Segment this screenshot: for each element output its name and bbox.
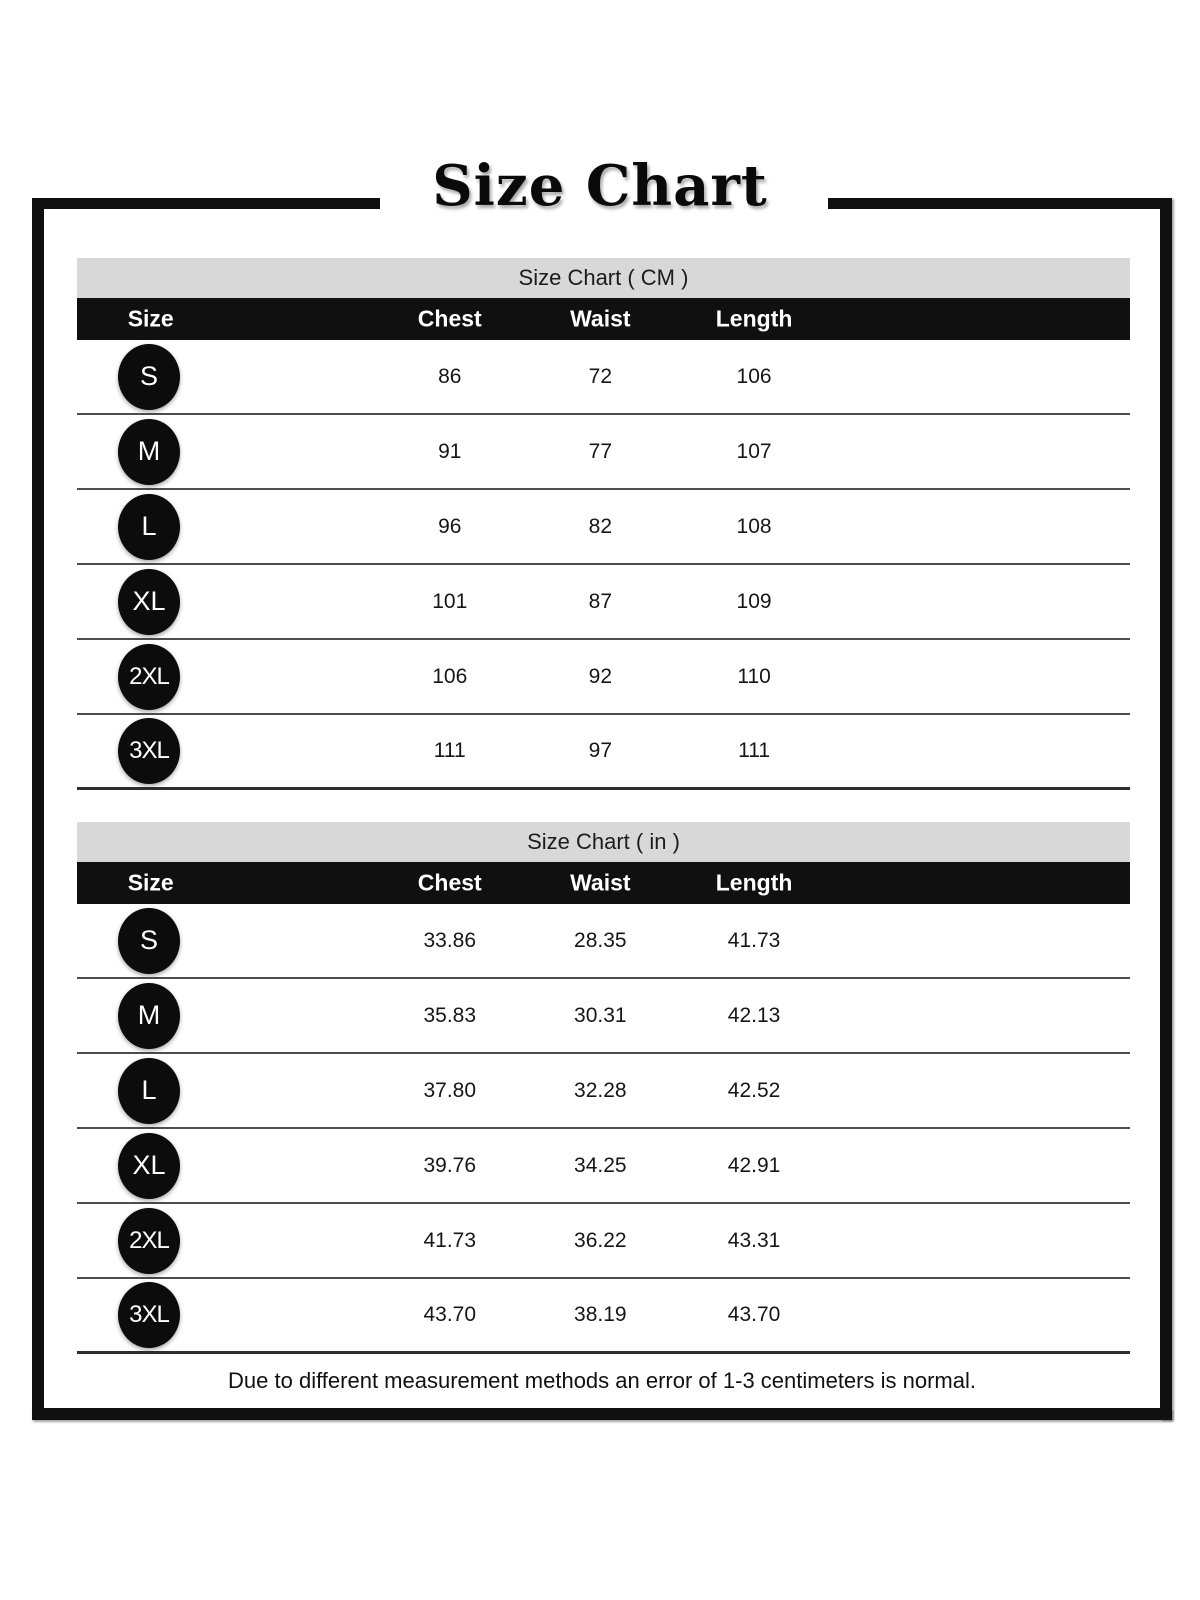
cell-chest: 39.76: [423, 1153, 477, 1177]
cell-length: 42.91: [727, 1153, 781, 1177]
size-badge: L: [118, 1058, 180, 1124]
cell-chest: 101: [432, 589, 468, 613]
cell-chest: 43.70: [423, 1303, 477, 1326]
cell-length: 107: [736, 439, 772, 463]
cell-waist: 36.22: [574, 1228, 627, 1252]
column-header-size: Size: [127, 305, 174, 332]
size-badge: 3XL: [118, 718, 180, 784]
table-header-in: [77, 862, 1130, 904]
frame-bottom-border: [32, 1408, 1172, 1420]
cell-length: 43.31: [727, 1228, 781, 1252]
cell-waist: 28.35: [574, 928, 627, 952]
size-badge: M: [118, 419, 180, 485]
cell-waist: 77: [588, 439, 613, 463]
cell-waist: 97: [588, 739, 613, 762]
cell-waist: 82: [588, 514, 613, 538]
column-header-chest: Chest: [417, 869, 482, 896]
column-header-chest: Chest: [417, 305, 482, 332]
table-caption-in: Size Chart ( in ): [77, 822, 1130, 862]
cell-length: 42.52: [727, 1078, 781, 1102]
size-table-in: [77, 822, 1130, 1354]
cell-length: 110: [737, 664, 771, 688]
table-row: [77, 415, 1130, 490]
size-badge: M: [118, 983, 180, 1049]
table-row: [77, 1204, 1130, 1279]
cell-length: 111: [738, 739, 771, 762]
cell-chest: 41.73: [423, 1228, 477, 1252]
frame-left-border: [32, 198, 44, 1420]
cell-chest: 37.80: [423, 1078, 477, 1102]
table-caption-cm: Size Chart ( CM ): [77, 258, 1130, 298]
cell-waist: 87: [588, 589, 613, 613]
column-header-waist: Waist: [570, 869, 631, 896]
table-row: [77, 904, 1130, 979]
cell-waist: 30.31: [574, 1003, 627, 1027]
cell-chest: 35.83: [423, 1003, 477, 1027]
cell-chest: 96: [438, 514, 462, 538]
cell-chest: 33.86: [423, 928, 477, 952]
size-badge: XL: [118, 1133, 180, 1199]
cell-waist: 92: [588, 664, 613, 688]
column-header-length: Length: [715, 869, 793, 896]
table-row: [77, 640, 1130, 715]
cell-chest: 91: [438, 439, 462, 463]
column-header-length: Length: [715, 305, 793, 332]
column-header-size: Size: [127, 869, 174, 896]
cell-length: 43.70: [727, 1303, 781, 1326]
table-row: [77, 340, 1130, 415]
frame-top-left-bar: [32, 198, 380, 209]
table-row: [77, 565, 1130, 640]
size-badge: S: [118, 908, 180, 974]
table-row: [77, 490, 1130, 565]
table-header-cm: [77, 298, 1130, 340]
size-badge: 2XL: [118, 1208, 180, 1274]
cell-length: 108: [736, 514, 772, 538]
frame-top-right-bar: [828, 198, 1172, 209]
cell-chest: 111: [433, 739, 466, 762]
cell-length: 41.73: [727, 928, 781, 952]
table-row: [77, 715, 1130, 790]
cell-waist: 34.25: [574, 1153, 627, 1177]
cell-length: 109: [736, 589, 772, 613]
cell-length: 42.13: [727, 1003, 781, 1027]
cell-waist: 72: [588, 364, 613, 388]
column-header-waist: Waist: [570, 305, 631, 332]
frame-right-border: [1160, 198, 1172, 1420]
size-badge: XL: [118, 569, 180, 635]
size-badge: 3XL: [118, 1282, 180, 1348]
cell-chest: 106: [432, 664, 468, 688]
measurement-disclaimer: Due to different measurement methods an error of 1-3 centimeters is normal.: [228, 1368, 976, 1393]
size-badge: S: [118, 344, 180, 410]
cell-waist: 32.28: [574, 1078, 627, 1102]
cell-waist: 38.19: [574, 1303, 627, 1326]
table-row: [77, 1279, 1130, 1354]
table-row: [77, 1054, 1130, 1129]
table-row: [77, 1129, 1130, 1204]
cell-chest: 86: [438, 364, 462, 388]
cell-length: 106: [736, 364, 772, 388]
table-row: [77, 979, 1130, 1054]
size-table-cm: [77, 258, 1130, 790]
page-title: Size Chart: [432, 153, 768, 219]
size-badge: 2XL: [118, 644, 180, 710]
size-badge: L: [118, 494, 180, 560]
